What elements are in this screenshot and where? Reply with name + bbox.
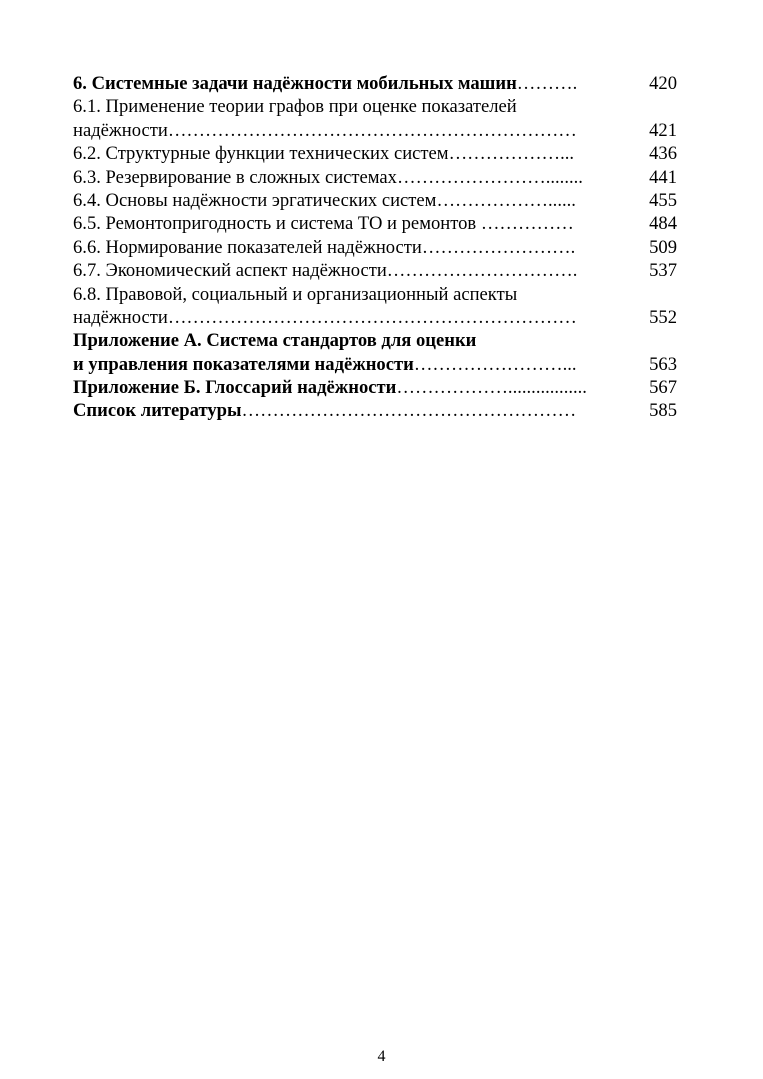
toc-line: [73, 119, 677, 142]
toc-leader-dots: ……….: [516, 73, 578, 94]
toc-entry: [73, 142, 677, 165]
toc-line: [73, 376, 677, 399]
toc-line: [73, 283, 677, 306]
toc-entry: [73, 329, 677, 376]
toc-entry-text: [73, 119, 577, 142]
toc-entry-title: 6.4. Основы надёжности эргатических систем: [73, 189, 437, 211]
toc-leader-dots: ………………………….: [386, 260, 578, 282]
toc-entry-title: 6.8. Правовой, социальный и организационный аспекты: [73, 283, 518, 305]
toc-line: [73, 95, 677, 118]
toc-entry-text: [73, 189, 576, 212]
toc-line: [73, 353, 677, 376]
toc-line: [73, 142, 677, 165]
toc-leader-dots: ……………………...: [413, 353, 577, 375]
toc-entry-title: надёжности: [73, 119, 168, 141]
toc-entry-title: надёжности: [73, 306, 168, 328]
toc-entry: [73, 376, 677, 399]
toc-line: [73, 259, 677, 282]
table-of-contents: [73, 72, 677, 423]
toc-entry-title: 6.7. Экономический аспект надёжности: [73, 260, 387, 282]
toc-page-number: 567: [649, 377, 677, 399]
toc-entry: [73, 259, 677, 282]
toc-entry: [73, 166, 677, 189]
toc-entry: [73, 72, 677, 95]
toc-entry-text: [73, 353, 577, 376]
toc-entry-text: [73, 283, 517, 306]
toc-page-number: 436: [649, 143, 677, 165]
toc-line: [73, 329, 677, 352]
toc-page-number: 552: [649, 306, 677, 328]
toc-entry-text: [73, 236, 575, 259]
toc-leader-dots: …………………………………………………………: [167, 119, 577, 141]
toc-leader-dots: …………………………………………………………: [167, 306, 577, 328]
toc-entry-title: 6.1. Применение теории графов при оценке показателей: [73, 96, 517, 118]
toc-entry-title: 6.5. Ремонтопригодность и система ТО и ремонтов: [73, 213, 481, 235]
toc-entry-text: [73, 72, 577, 95]
toc-page-number: 441: [649, 166, 677, 188]
toc-line: [73, 236, 677, 259]
toc-entry: [73, 399, 677, 422]
toc-entry: [73, 95, 677, 142]
toc-line: [73, 189, 677, 212]
toc-leader-dots: ……………………........: [396, 166, 583, 188]
toc-page-number: 484: [649, 213, 677, 235]
toc-line: [73, 399, 677, 422]
toc-entry-text: [73, 212, 574, 235]
toc-leader-dots: ………………...: [448, 143, 575, 165]
toc-entry-text: [73, 329, 476, 352]
toc-page-number: 537: [649, 260, 677, 282]
toc-entry-title: 6. Системные задачи надёжности мобильных машин: [73, 73, 517, 94]
toc-leader-dots: ……………: [480, 213, 574, 235]
toc-entry: [73, 212, 677, 235]
toc-page-number: 509: [649, 236, 677, 258]
toc-line: [73, 166, 677, 189]
toc-page-number: 585: [649, 400, 677, 422]
toc-entry-text: [73, 376, 587, 399]
page-number: 4: [377, 1048, 386, 1065]
toc-page-number: 455: [649, 189, 677, 211]
toc-entry-title: 6.2. Структурные функции технических систем: [73, 143, 449, 165]
toc-entry-title: Список литературы: [73, 400, 242, 422]
toc-line: [73, 212, 677, 235]
toc-entry-title: Приложение Б. Глоссарий надёжности: [73, 377, 397, 399]
toc-entry-title: и управления показателями надёжности: [73, 353, 414, 375]
toc-leader-dots: ………………......: [436, 189, 576, 211]
toc-entry-title: 6.3. Резервирование в сложных системах: [73, 166, 397, 188]
toc-entry-text: [73, 306, 577, 329]
toc-line: [73, 306, 677, 329]
toc-entry-text: [73, 95, 517, 118]
toc-leader-dots: …………………….: [421, 236, 576, 258]
toc-leader-dots: ………………………………………………: [241, 400, 577, 422]
toc-entry-text: [73, 166, 583, 189]
toc-line: [73, 72, 677, 95]
toc-entry-title: 6.6. Нормирование показателей надёжности: [73, 236, 422, 258]
toc-entry-text: [73, 399, 576, 422]
toc-entry: [73, 236, 677, 259]
toc-entry: [73, 283, 677, 330]
toc-leader-dots: ……………….................: [396, 377, 587, 399]
toc-entry-text: [73, 259, 577, 282]
toc-page-number: 563: [649, 353, 677, 375]
toc-entry-text: [73, 142, 574, 165]
toc-page-number: 420: [649, 73, 677, 94]
toc-entry: [73, 189, 677, 212]
toc-page-number: 421: [649, 119, 677, 141]
toc-entry-title: Приложение А. Система стандартов для оценки: [73, 330, 477, 352]
